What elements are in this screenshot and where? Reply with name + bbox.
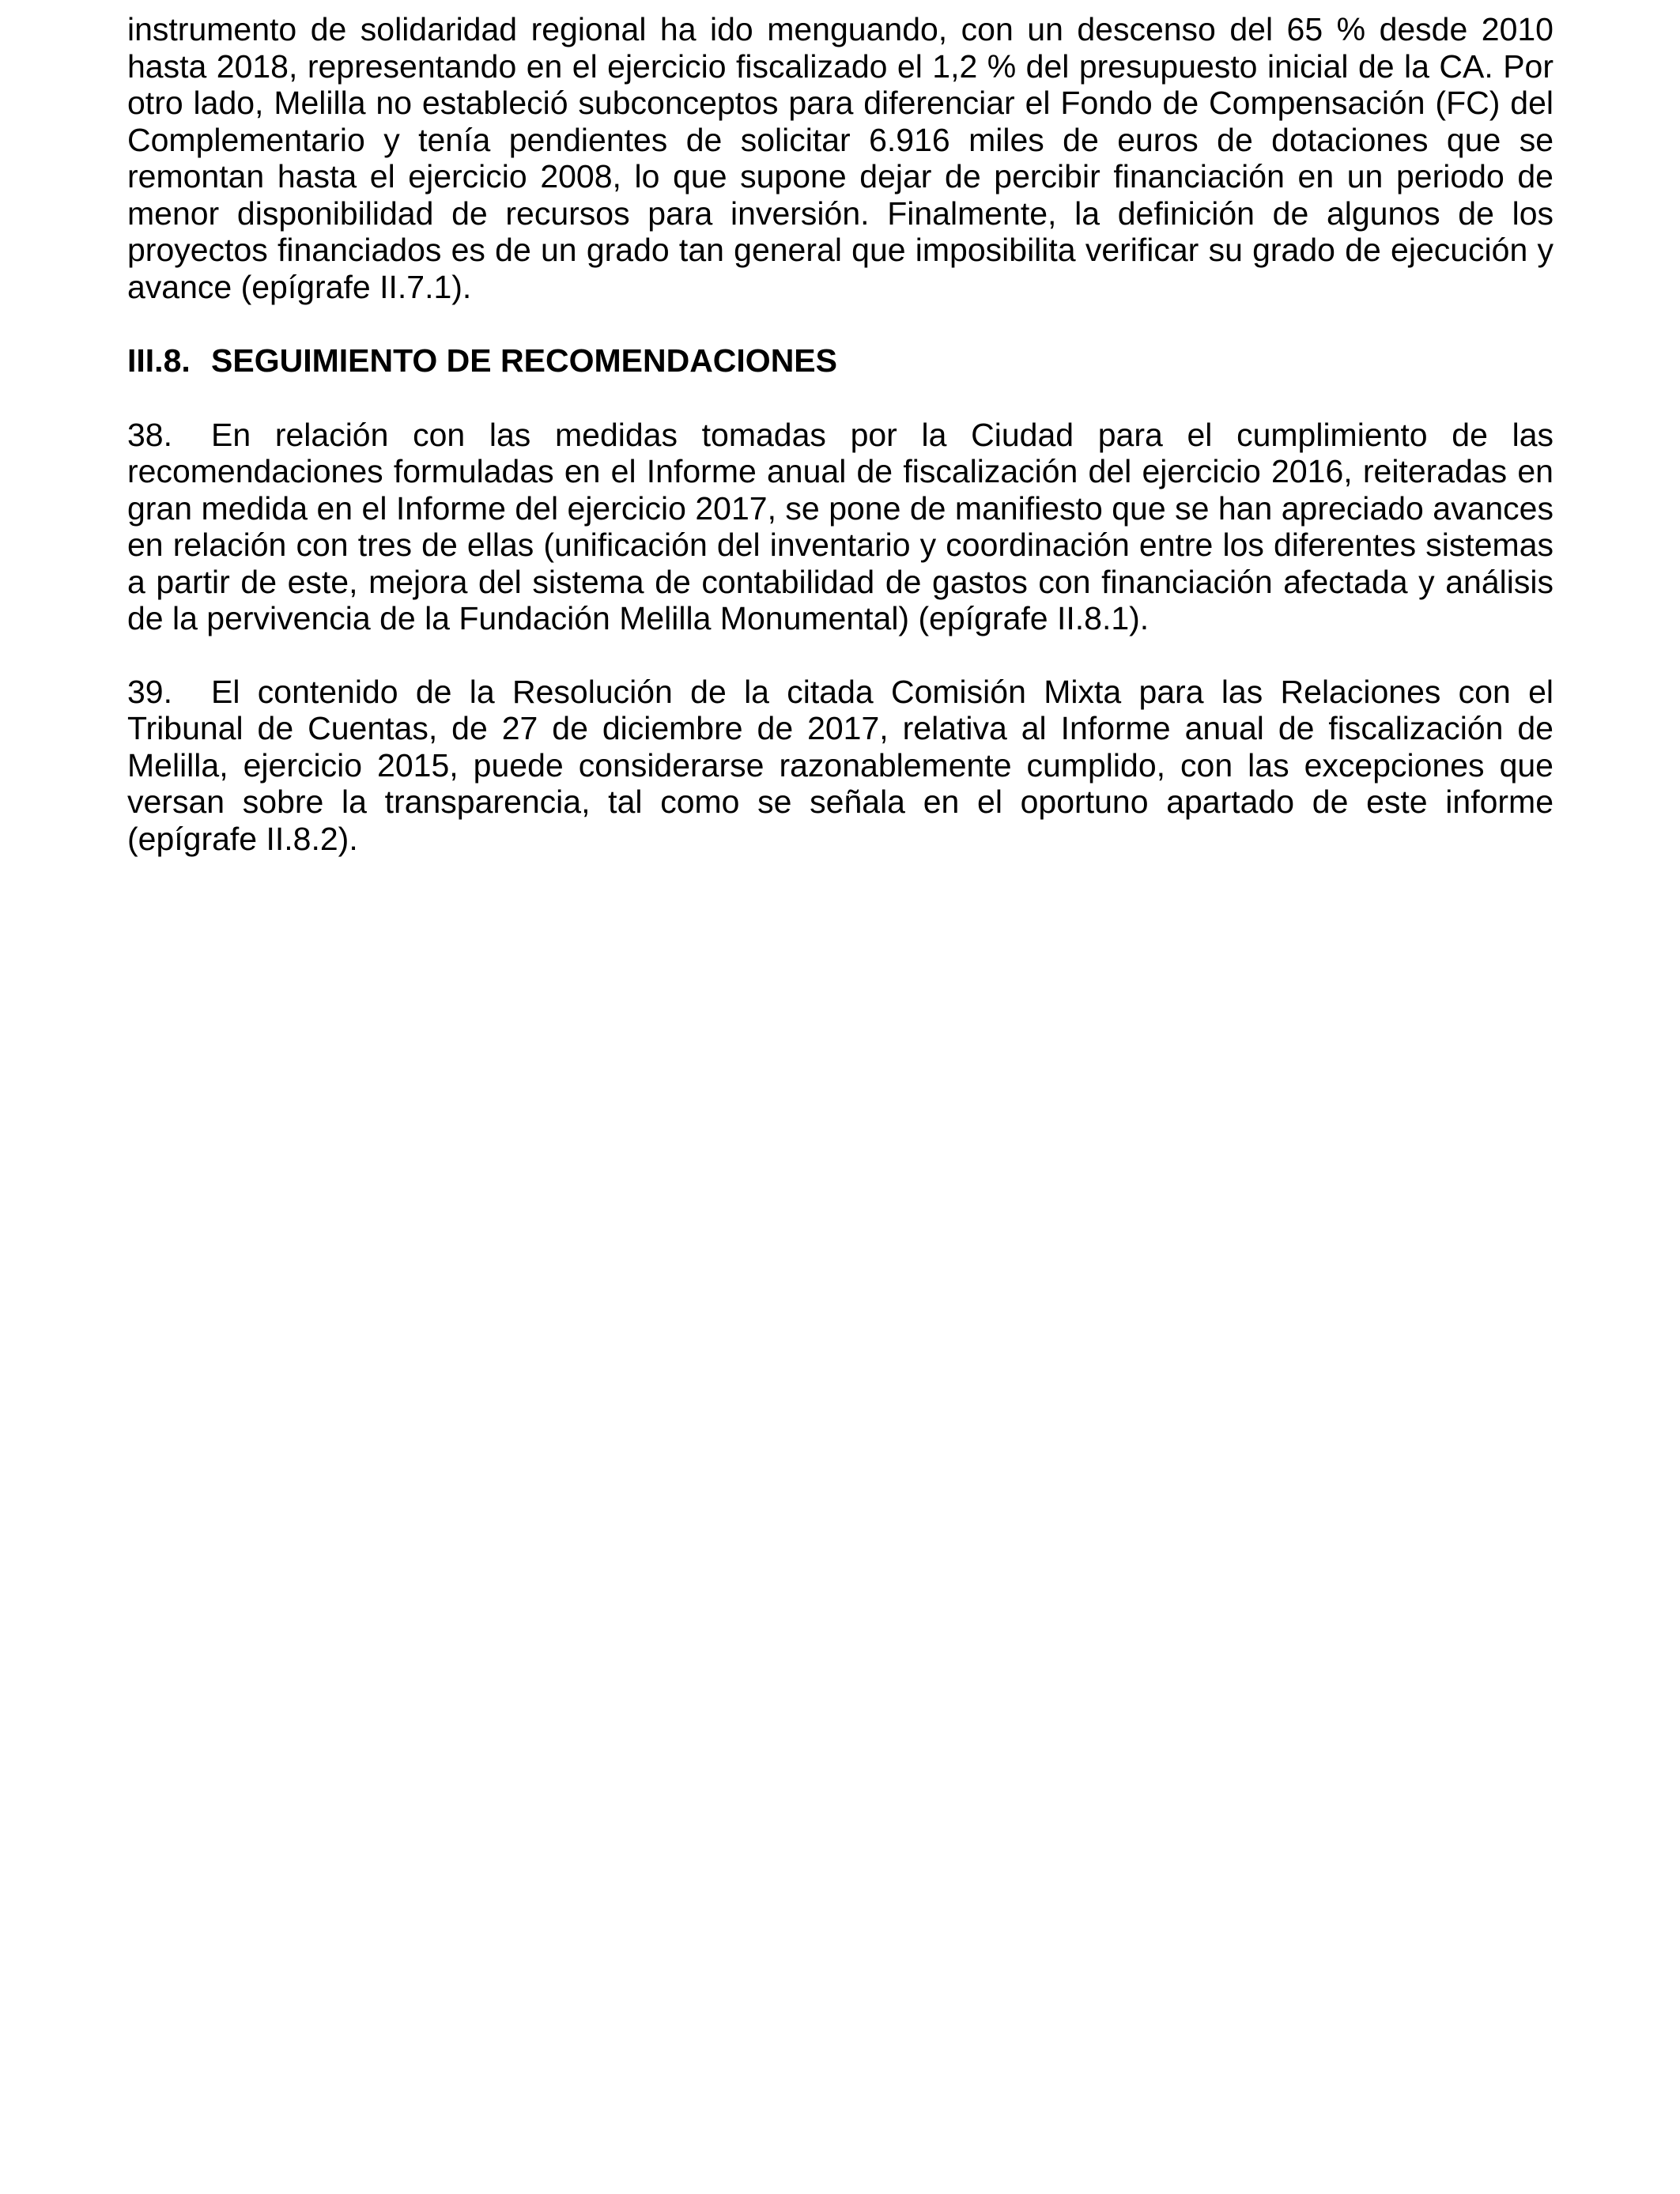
- section-title: SEGUIMIENTO DE RECOMENDACIONES: [211, 342, 837, 379]
- paragraph-39: [127, 674, 1554, 858]
- section-number: III.8.: [127, 342, 191, 379]
- paragraph-number: 38.: [127, 416, 172, 453]
- paragraph-38: [127, 417, 1554, 637]
- paragraph-text: En relación con las medidas tomadas por la Ciudad para el cumplimiento de las recomendaciones formuladas en el Informe anual de fiscalización del ejercicio 2016, reiteradas en gran medida en el Informe del ejercicio 2017, se pone de manifiesto que se han apreciado avances en relación con tres de ellas (unificación del inventario y coordinación entre los diferentes sistemas a partir de este, mejora del sistema de contabilidad de gastos con financiación afectada y análisis de la pervivencia de la Fundación Melilla Monumental) (epígrafe II.8.1).: [127, 416, 1554, 636]
- paragraph-text: El contenido de la Resolución de la citada Comisión Mixta para las Relaciones con el Tribunal de Cuentas, de 27 de diciembre de 2017, relativa al Informe anual de fiscalización de Melilla, ejercicio 2015, puede considerarse razonablemente cumplido, con las excepciones que versan sobre la transparencia, tal como se señala en el oportuno apartado de este informe (epígrafe II.8.2).: [127, 673, 1554, 857]
- paragraph-number: 39.: [127, 673, 172, 710]
- section-heading: [127, 342, 1554, 380]
- continued-paragraph: instrumento de solidaridad regional ha ido menguando, con un descenso del 65 % desde 2010 hasta 2018, representando en el ejercicio fiscalizado el 1,2 % del presupuesto inicial de la CA. Por otro lado, Melilla no estableció subconceptos para diferenciar el Fondo de Compensación (FC) del Complementario y tenía pendientes de solicitar 6.916 miles de euros de dotaciones que se remontan hasta el ejercicio 2008, lo que supone dejar de percibir financiación en un periodo de menor disponibilidad de recursos para inversión. Finalmente, la definición de algunos de los proyectos financiados es de un grado tan general que imposibilita verificar su grado de ejecución y avance (epígrafe II.7.1).: [127, 11, 1554, 305]
- document-page: [127, 0, 1554, 857]
